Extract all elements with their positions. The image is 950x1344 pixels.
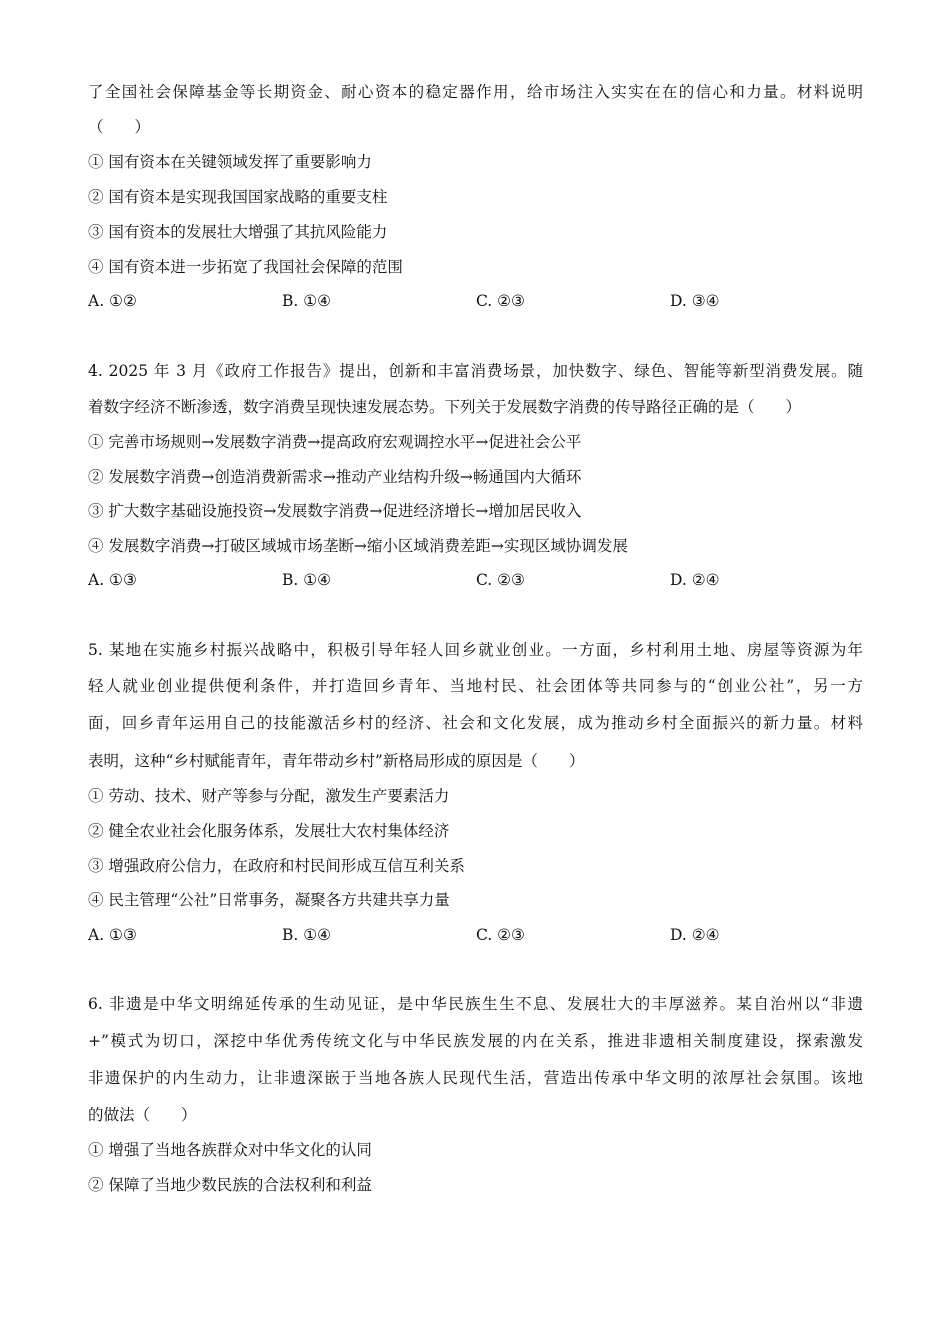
question-5-stem-line: 轻人就业创业提供便利条件，并打造回乡青年、当地村民、社会团体等共同参与的“创业公社”，另一方 <box>88 677 863 695</box>
question-3-statement-1: ① 国有资本在关键领域发挥了重要影响力 <box>88 153 372 171</box>
question-3-option-c[interactable]: C. ②③ <box>476 292 525 310</box>
question-3-option-b[interactable]: B. ①④ <box>282 292 332 310</box>
question-5-statement-2: ② 健全农业社会化服务体系，发展壮大农村集体经济 <box>88 822 450 840</box>
question-4-statement-2: ② 发展数字消费→创造消费新需求→推动产业结构升级→畅通国内大循环 <box>88 468 582 486</box>
question-4-option-c[interactable]: C. ②③ <box>476 571 525 589</box>
question-4-options <box>88 570 863 590</box>
question-4-statement-1: ① 完善市场规则→发展数字消费→提高政府宏观调控水平→促进社会公平 <box>88 433 582 451</box>
question-5-statement-4: ④ 民主管理“公社”日常事务，凝聚各方共建共享力量 <box>88 891 450 909</box>
question-6-stem-line: +”模式为切口，深挖中华优秀传统文化与中华民族发展的内在关系，推进非遗相关制度建设，探索激发 <box>88 1032 863 1050</box>
question-4-statement-4: ④ 发展数字消费→打破区域城市场垄断→缩小区域消费差距→实现区域协调发展 <box>88 537 628 555</box>
question-3-options <box>88 291 863 311</box>
question-5-stem-line: 5. 某地在实施乡村振兴战略中，积极引导年轻人回乡就业创业。一方面，乡村利用土地、房屋等资源为年 <box>88 641 863 659</box>
question-5-options <box>88 925 863 945</box>
question-6-stem-line: 6. 非遗是中华文明绵延传承的生动见证，是中华民族生生不息、发展壮大的丰厚滋养。某自治州以“非遗 <box>88 995 863 1013</box>
question-5-option-d[interactable]: D. ②④ <box>670 926 720 944</box>
question-6-stem-line: 非遗保护的内生动力，让非遗深嵌于当地各族人民现代生活，营造出传承中华文明的浓厚社会氛围。该地 <box>88 1069 863 1087</box>
question-6-statement-2: ② 保障了当地少数民族的合法权利和利益 <box>88 1176 372 1194</box>
question-4-option-d[interactable]: D. ②④ <box>670 571 720 589</box>
question-3-statement-2: ② 国有资本是实现我国国家战略的重要支柱 <box>88 188 388 206</box>
question-5-statement-1: ① 劳动、技术、财产等参与分配，激发生产要素活力 <box>88 787 450 805</box>
question-3-answer-blank: （ ） <box>88 118 151 136</box>
question-3-option-a[interactable]: A. ①② <box>88 292 137 310</box>
question-5-statement-3: ③ 增强政府公信力，在政府和村民间形成互信互利关系 <box>88 857 465 875</box>
question-6-statement-1: ① 增强了当地各族群众对中华文化的认同 <box>88 1141 372 1159</box>
question-5-option-c[interactable]: C. ②③ <box>476 926 525 944</box>
question-5-option-b[interactable]: B. ①④ <box>282 926 332 944</box>
question-5-stem-line: 表明，这种“乡村赋能青年，青年带动乡村”新格局形成的原因是（ ） <box>88 752 585 770</box>
question-4-stem-line: 4. 2025 年 3 月《政府工作报告》提出，创新和丰富消费场景，加快数字、绿色、智能等新型消费发展。随 <box>88 362 863 380</box>
question-4-option-b[interactable]: B. ①④ <box>282 571 332 589</box>
question-3-option-d[interactable]: D. ③④ <box>670 292 720 310</box>
question-6-stem-line: 的做法（ ） <box>88 1106 197 1124</box>
question-4-option-a[interactable]: A. ①③ <box>88 571 137 589</box>
question-5-option-a[interactable]: A. ①③ <box>88 926 137 944</box>
question-3-statement-4: ④ 国有资本进一步拓宽了我国社会保障的范围 <box>88 258 403 276</box>
question-4-statement-3: ③ 扩大数字基础设施投资→发展数字消费→促进经济增长→增加居民收入 <box>88 502 582 520</box>
question-3-statement-3: ③ 国有资本的发展壮大增强了其抗风险能力 <box>88 223 388 241</box>
question-5-stem-line: 面，回乡青年运用自己的技能激活乡村的经济、社会和文化发展，成为推动乡村全面振兴的新力量。材料 <box>88 714 863 732</box>
question-3-stem-line: 了全国社会保障基金等长期资金、耐心资本的稳定器作用，给市场注入实实在在的信心和力量。材料说明 <box>88 83 863 101</box>
question-4-stem-line: 着数字经济不断渗透，数字消费呈现快速发展态势。下列关于发展数字消费的传导路径正确的是（ ） <box>88 398 802 416</box>
